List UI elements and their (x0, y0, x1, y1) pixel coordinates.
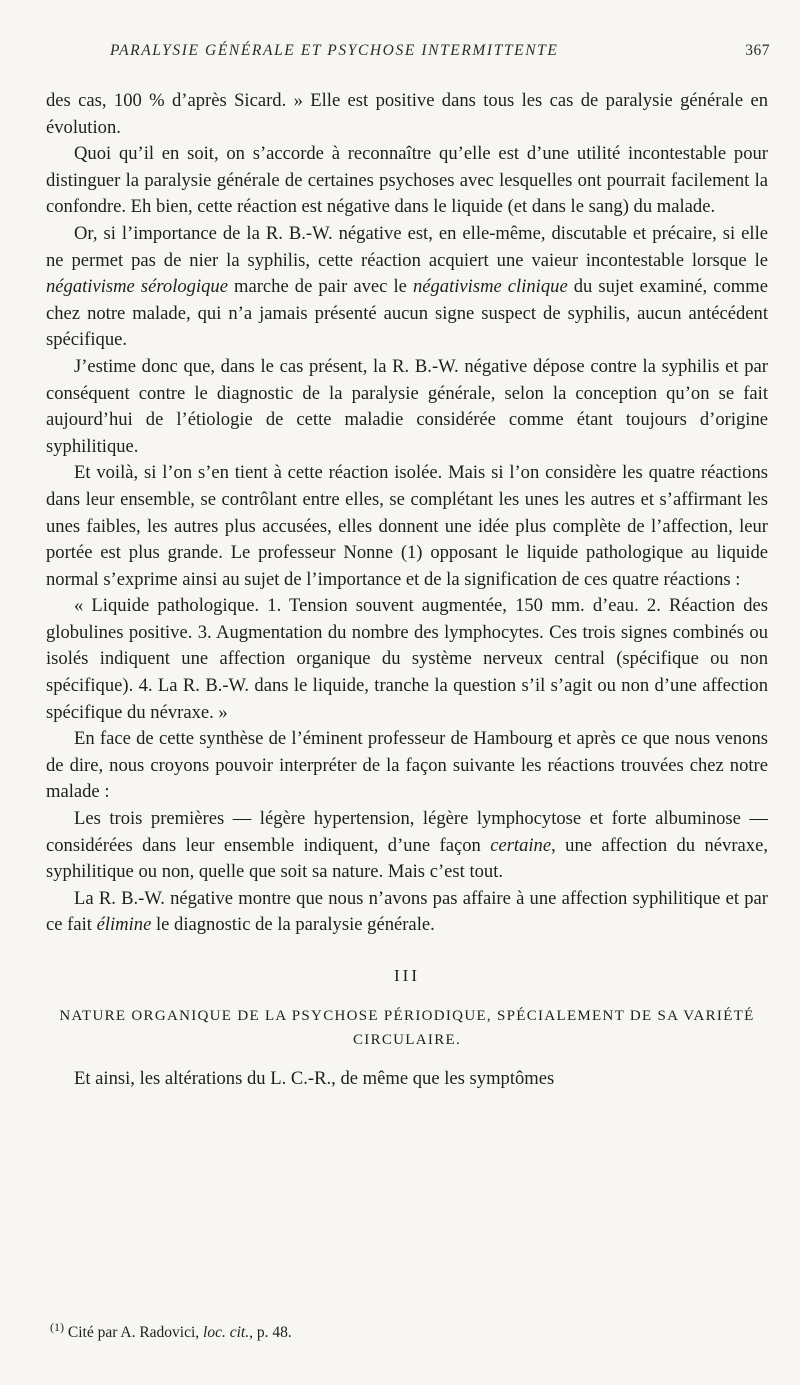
italic-phrase: élimine (96, 914, 152, 936)
text-run: , une affection du névraxe, syphilitique ou non, quelle que soit sa nature. Mais c’est tout. (46, 834, 768, 883)
section-opening (46, 1066, 768, 1093)
page-number: 367 (745, 42, 770, 59)
text-run: Et ainsi, les altérations du L. C.-R., de même que les symptômes (74, 1067, 555, 1089)
paragraph (46, 460, 768, 593)
text-run: du sujet examiné, comme chez notre malade, qui n’a jamais présenté aucun signe suspect de syphilis, aucun antécédent spécifique. (46, 276, 768, 351)
text-run: « Liquide pathologique. 1. Tension souvent augmentée, 150 mm. d’eau. 2. Réaction des globulines positive. 3. Augmentation du nombre des lymphocytes. Ces trois signes combinés ou isolés indiquent une affection organique du système nerveux central (spécifique ou non spécifique). 4. La R. B.-W. dans le liquide, tranche la question s’il s’agit ou non d’une affection spécifique du névraxe. » (46, 595, 768, 723)
paragraph (46, 1066, 768, 1093)
italic-phrase: négativisme sérologique (46, 276, 228, 298)
text-run: le diagnostic de la paralysie générale. (151, 914, 435, 936)
running-header (110, 42, 770, 60)
text-run: marche de pair avec le (227, 276, 413, 298)
footnote-text: Cité par A. Radovici, (64, 1324, 204, 1342)
paragraph (46, 221, 768, 354)
text-run: En face de cette synthèse de l’éminent professeur de Hambourg et après ce que nous venons de dire, nous croyons pouvoir interpréter de la façon suivante les réactions trouvées chez notre malade : (46, 728, 768, 803)
paragraph (46, 806, 768, 886)
paragraph (46, 886, 768, 939)
italic-phrase: négativisme clinique (412, 276, 568, 298)
body-text (46, 88, 768, 1092)
paragraph (46, 593, 768, 726)
footnote-mark: (1) (50, 1320, 64, 1334)
paragraph (46, 354, 768, 460)
running-title: PARALYSIE GÉNÉRALE ET PSYCHOSE INTERMITTENTE (110, 42, 559, 59)
paragraph-list (46, 88, 768, 939)
text-run: Or, si l’importance de la R. B.-W. négative est, en elle-même, discutable et précaire, si elle ne permet pas de nier la syphilis, cette réaction acquiert une vaieur incontestable lorsque le (46, 222, 768, 271)
paragraph (46, 88, 768, 141)
paragraph (46, 726, 768, 806)
text-run: Quoi qu’il en soit, on s’accorde à reconnaître qu’elle est d’une utilité incontestable pour distinguer la paralysie générale de certaines psychoses avec lesquelles ont pourrait facilement la confondre. Eh bien, cette réaction est négative dans le liquide (et dans le sang) du malade. (46, 143, 768, 218)
italic-phrase: certaine (490, 834, 552, 856)
text-run: des cas, 100 % d’après Sicard. » Elle est positive dans tous les cas de paralysie générale en évolution. (46, 90, 768, 138)
text-run: Et voilà, si l’on s’en tient à cette réaction isolée. Mais si l’on considère les quatre réactions dans leur ensemble, se contrôlant entre elles, se complétant les unes les autres et s’affirmant les unes faibles, les autres plus accusées, elles donnent une idée plus complète de l’affection, leur portée est plus grande. Le professeur Nonne (1) opposant le liquide pathologique au liquide normal s’exprime ainsi au sujet de l’importance et de la signification de ces quatre réactions : (46, 462, 768, 590)
footnote-citation: loc. cit. (203, 1324, 250, 1342)
footnote (50, 1316, 768, 1344)
text-run: J’estime donc que, dans le cas présent, la R. B.-W. négative dépose contre la syphilis et par conséquent contre le diagnostic de la paralysie générale, selon la conception qu’on se fait aujourd’hui de l’étiologie de cette maladie considérée comme étant toujours d’origine syphilitique. (46, 355, 768, 457)
footnote-page: , p. 48. (249, 1324, 292, 1342)
section-number: III (394, 966, 420, 985)
text-run: Les trois premières — légère hypertension, légère lymphocytose et forte albuminose — considérées dans leur ensemble indiquent, d’une façon (46, 808, 768, 856)
paragraph (46, 141, 768, 221)
text-run: La R. B.-W. négative montre que nous n’avons pas affaire à une affection syphilitique et par ce fait (46, 887, 768, 936)
section-title: NATURE ORGANIQUE DE LA PSYCHOSE PÉRIODIQUE, SPÉCIALEMENT DE SA VARIÉTÉ CIRCULAIRE. (59, 1007, 755, 1048)
